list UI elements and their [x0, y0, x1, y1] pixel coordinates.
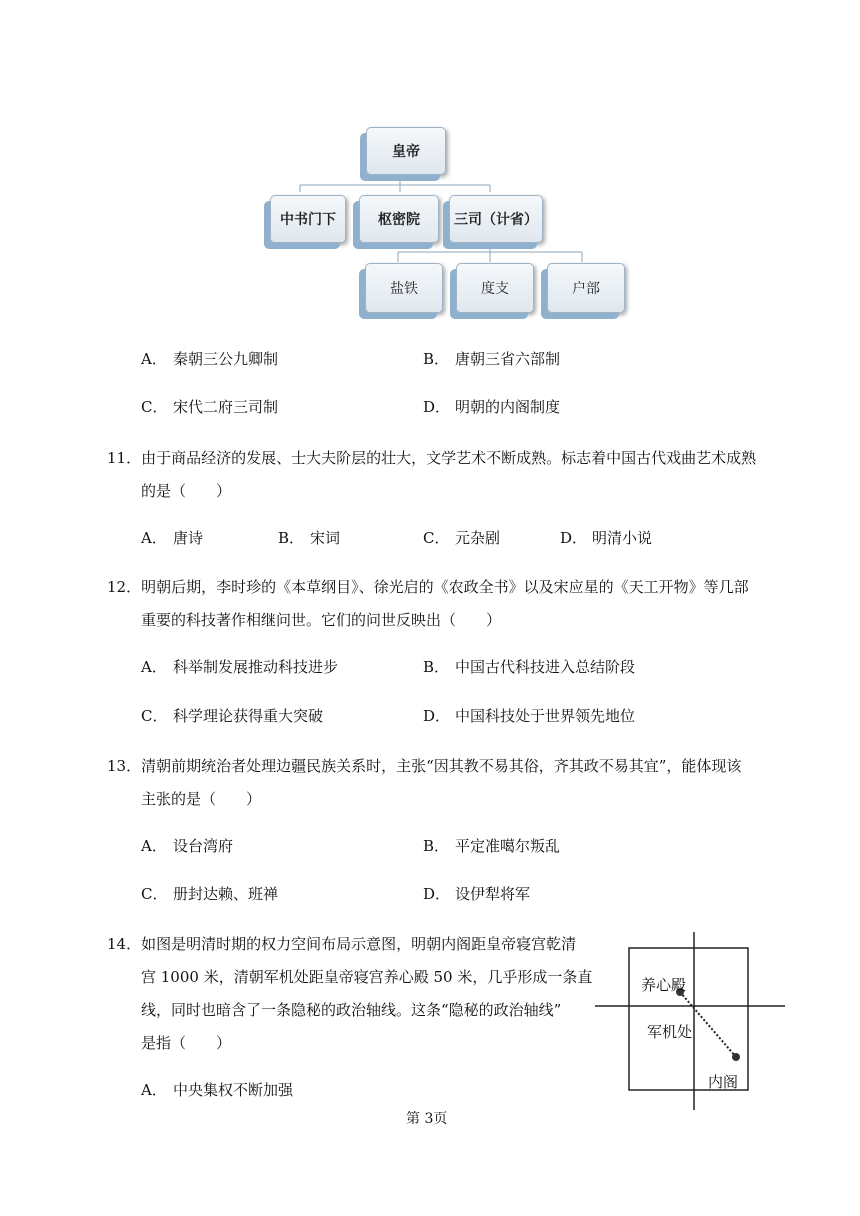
label-yangxindian: 养心殿 [641, 976, 687, 994]
q13-option-b[interactable]: B． 平定准噶尔叛乱 [423, 837, 561, 855]
q14-stem-line3: 线，同时也暗含了一条隐秘的政治轴线。这条“隐秘的政治轴线” [141, 1001, 562, 1019]
q13-stem-line1: 13．清朝前期统治者处理边疆民族关系时，主张“因其教不易其俗，齐其政不易其宜”，能体现该 [107, 757, 742, 775]
q11-stem-line2: 的是（ ） [141, 482, 232, 500]
q14-option-a[interactable]: A． 中央集权不断加强 [141, 1081, 294, 1099]
q13-option-d[interactable]: D． 设伊犁将军 [423, 885, 531, 903]
q13-option-c[interactable]: C． 册封达赖、班禅 [141, 885, 279, 903]
q14-stem-line1: 14．如图是明清时期的权力空间布局示意图，明朝内阁距皇帝寝宫乾清 [107, 935, 577, 953]
label-neige: 内阁 [708, 1073, 739, 1091]
page-number: 第 3页 [406, 1111, 448, 1127]
q11-option-b[interactable]: B． 宋词 [278, 529, 341, 547]
label-junjichu: 军机处 [647, 1023, 693, 1041]
q14-palace-diagram [590, 930, 790, 1115]
q11-option-d[interactable]: D． 明清小说 [560, 529, 653, 547]
q10-option-b[interactable]: B． 唐朝三省六部制 [423, 350, 561, 368]
q11-option-a[interactable]: A． 唐诗 [141, 529, 204, 547]
q12-option-a[interactable]: A． 科举制发展推动科技进步 [141, 658, 339, 676]
q12-stem-line2: 重要的科技著作相继问世。它们的问世反映出（ ） [141, 611, 502, 629]
q10-option-a[interactable]: A． 秦朝三公九卿制 [141, 350, 279, 368]
q14-stem-line2: 宫 1000 米，清朝军机处距皇帝寝宫养心殿 50 米，几乎形成一条直 [141, 968, 593, 986]
org-node-duzhi: 度支 [456, 263, 534, 313]
org-node-emperor: 皇帝 [366, 127, 446, 175]
q12-option-d[interactable]: D． 中国科技处于世界领先地位 [423, 707, 636, 725]
q11-option-c[interactable]: C． 元杂剧 [423, 529, 501, 547]
q10-option-d[interactable]: D． 明朝的内阁制度 [423, 398, 561, 416]
org-node-zhongshu-menxia: 中书门下 [270, 195, 346, 243]
q11-stem-line1: 11．由于商品经济的发展、士大夫阶层的壮大，文学艺术不断成熟。标志着中国古代戏曲艺术成熟 [107, 449, 757, 467]
q10-option-c[interactable]: C． 宋代二府三司制 [141, 398, 279, 416]
q12-stem-line1: 12．明朝后期，李时珍的《本草纲目》、徐光启的《农政全书》以及宋应星的《天工开物》等几部 [107, 578, 749, 596]
org-node-hubu: 户部 [547, 263, 625, 313]
q12-option-c[interactable]: C． 科学理论获得重大突破 [141, 707, 324, 725]
org-node-shumiyuan: 枢密院 [359, 195, 439, 243]
q13-stem-line2: 主张的是（ ） [141, 790, 262, 808]
org-node-sansi: 三司（计省） [449, 195, 543, 243]
q14-stem-line4: 是指（ ） [141, 1034, 232, 1052]
org-node-yantie: 盐铁 [365, 263, 443, 313]
q13-option-a[interactable]: A． 设台湾府 [141, 837, 234, 855]
q12-option-b[interactable]: B． 中国古代科技进入总结阶段 [423, 658, 636, 676]
